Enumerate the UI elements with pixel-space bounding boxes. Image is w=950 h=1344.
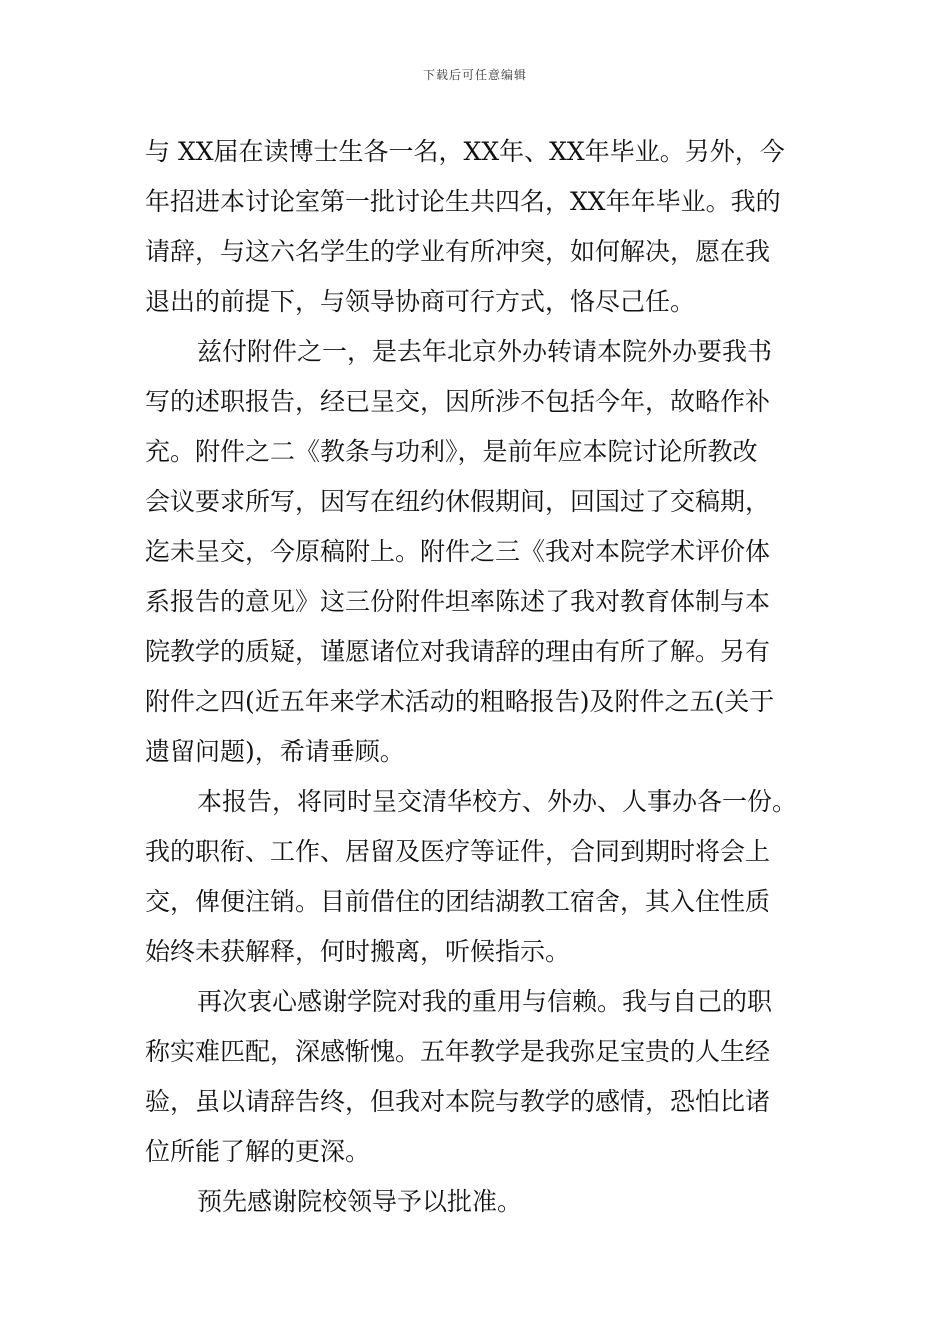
text-line: 迄未呈交，今原稿附上。附件之三《我对本院学术评价体	[145, 537, 771, 566]
text-line: 年招进本讨论室第一批讨论生共四名，XX年年毕业。我的	[145, 187, 781, 216]
paragraph-4	[145, 977, 825, 1177]
text-line: 附件之四(近五年来学术活动的粗略报告)及附件之五(关于	[145, 687, 775, 716]
paragraph-2	[145, 327, 825, 777]
text-line: 系报告的意见》这三份附件坦率陈述了我对教育体制与本	[145, 587, 771, 616]
text-line: 我的职衔、工作、居留及医疗等证件，合同到期时将会上	[145, 837, 771, 866]
text-line: 兹付附件之一，是去年北京外办转请本院外办要我书	[197, 337, 773, 366]
text-line: 交，俾便注销。目前借住的团结湖教工宿舍，其入住性质	[145, 887, 771, 916]
text-line: 位所能了解的更深。	[145, 1137, 371, 1166]
text-line: 预先感谢院校领导予以批准。	[197, 1187, 523, 1216]
text-line: 请辞，与这六名学生的学业有所冲突，如何解决，愿在我	[145, 237, 771, 266]
text-line: 与 XX届在读博士生各一名，XX年、XX年毕业。另外，今	[145, 137, 785, 166]
text-line: 退出的前提下，与领导协商可行方式，恪尽己任。	[145, 287, 696, 316]
text-line: 院教学的质疑，谨愿诸位对我请辞的理由有所了解。另有	[145, 637, 771, 666]
text-line: 充。附件之二《教条与功利》，是前年应本院讨论所教改	[145, 437, 758, 466]
text-line: 称实难匹配，深感惭愧。五年教学是我弥足宝贵的人生经	[145, 1037, 771, 1066]
page-header: 下载后可任意编辑	[422, 68, 527, 82]
text-line: 写的述职报告，经已呈交，因所涉不包括今年，故略作补	[145, 387, 771, 416]
text-line: 始终未获解释，何时搬离，听候指示。	[145, 937, 571, 966]
text-line: 本报告，将同时呈交清华校方、外办、人事办各一份。	[197, 787, 798, 816]
text-line: 遗留问题)，希请垂顾。	[145, 737, 405, 766]
document-body	[145, 127, 825, 1227]
text-line: 会议要求所写，因写在纽约休假期间，回国过了交稿期，	[145, 487, 771, 516]
paragraph-5	[145, 1177, 825, 1227]
paragraph-3	[145, 777, 825, 977]
paragraph-1	[145, 127, 825, 327]
text-line: 验，虽以请辞告终，但我对本院与教学的感情，恐怕比诸	[145, 1087, 771, 1116]
text-line: 再次衷心感谢学院对我的重用与信赖。我与自己的职	[197, 987, 773, 1016]
